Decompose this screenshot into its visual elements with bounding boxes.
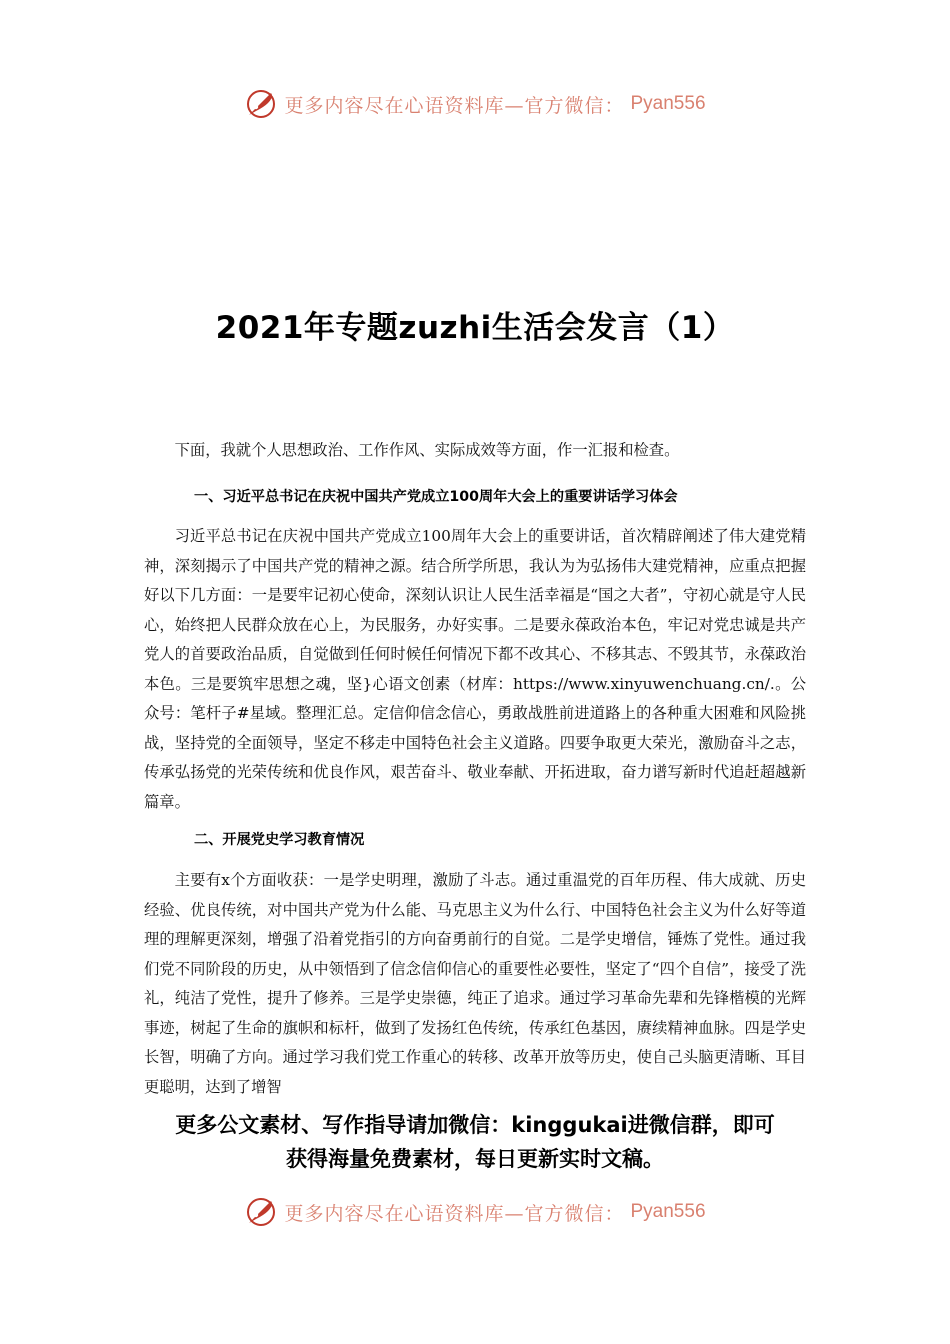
document-title: 2021年专题zuzhi生活会发言（1） (215, 310, 735, 346)
footer-banner (0, 1192, 950, 1232)
section-1-heading: 一、习近平总书记在庆祝中国共产党成立100周年大会上的重要讲话学习体会 (194, 489, 678, 505)
quill-logo-icon (244, 87, 278, 121)
promo-block (120, 1108, 830, 1176)
header-banner (0, 84, 950, 124)
promo-line-1: 更多公文素材、写作指导请加微信：kinggukai进微信群，即可 (175, 1113, 775, 1137)
section-1-paragraph: 习近平总书记在庆祝中国共产党成立100周年大会上的重要讲话，首次精辟阐述了伟大建党精神，深刻揭示了中国共产党的精神之源。结合所学所思，我认为为弘扬伟大建党精神，应重点把握好以下几方面：一是要牢记初心使命，深刻认识让人民生活幸福是“国之大者”，守初心就是守人民心，始终把人民群众放在心上，为民服务，办好实事。二是要永葆政治本色，牢记对党忠诚是共产党人的首要政治品质，自觉做到任何时候任何情况下都不改其心、不移其志、不毁其节，永葆政治本色。三是要筑牢思想之魂，坚}心语文创素（材库：https://www.xinyuwenchuang.cn/.。公众号：笔杆子#星域。整理汇总。定信仰信念信心，勇敢战胜前进道路上的各种重大困难和风险挑战，坚持党的全面领导，坚定不移走中国特色社会主义道路。四要争取更大荣光，激励奋斗之志，传承弘扬党的光荣传统和优良作风，艰苦奋斗、敬业奉献、开拓进取，奋力谱写新时代追赶超越新篇章。 (144, 527, 806, 811)
banner-text: 更多内容尽在心语资料库—官方微信： (284, 94, 625, 117)
section-2-paragraph: 主要有x个方面收获：一是学史明理，激励了斗志。通过重温党的百年历程、伟大成就、历史经验、优良传统，对中国共产党为什么能、马克思主义为什么行、中国特色社会主义为什么好等道理的理解更深刻，增强了沿着党指引的方向奋勇前行的自觉。二是学史增信，锤炼了党性。通过我们党不同阶段的历史，从中领悟到了信念信仰信心的重要性必要性，坚定了“四个自信”，接受了洗礼，纯洁了党性，提升了修养。三是学史崇德，纯正了追求。通过学习革命先辈和先锋楷模的光辉事迹，树起了生命的旗帜和标杆，做到了发扬红色传统，传承红色基因，赓续精神血脉。四是学史长智，明确了方向。通过学习我们党工作重心的转移、改革开放等历史，使自己头脑更清晰、耳目更聪明，达到了增智 (144, 871, 806, 1096)
quill-logo-icon (244, 1195, 278, 1229)
banner-text: 更多内容尽在心语资料库—官方微信： (284, 1202, 625, 1225)
promo-line-2: 获得海量免费素材，每日更新实时文稿。 (286, 1147, 664, 1171)
section-2-heading: 二、开展党史学习教育情况 (194, 832, 365, 848)
intro-paragraph: 下面，我就个人思想政治、工作作风、实际成效等方面，作一汇报和检查。 (174, 441, 680, 459)
banner-wechat-id: Pyan556 (630, 93, 706, 114)
banner-wechat-id: Pyan556 (630, 1201, 706, 1222)
